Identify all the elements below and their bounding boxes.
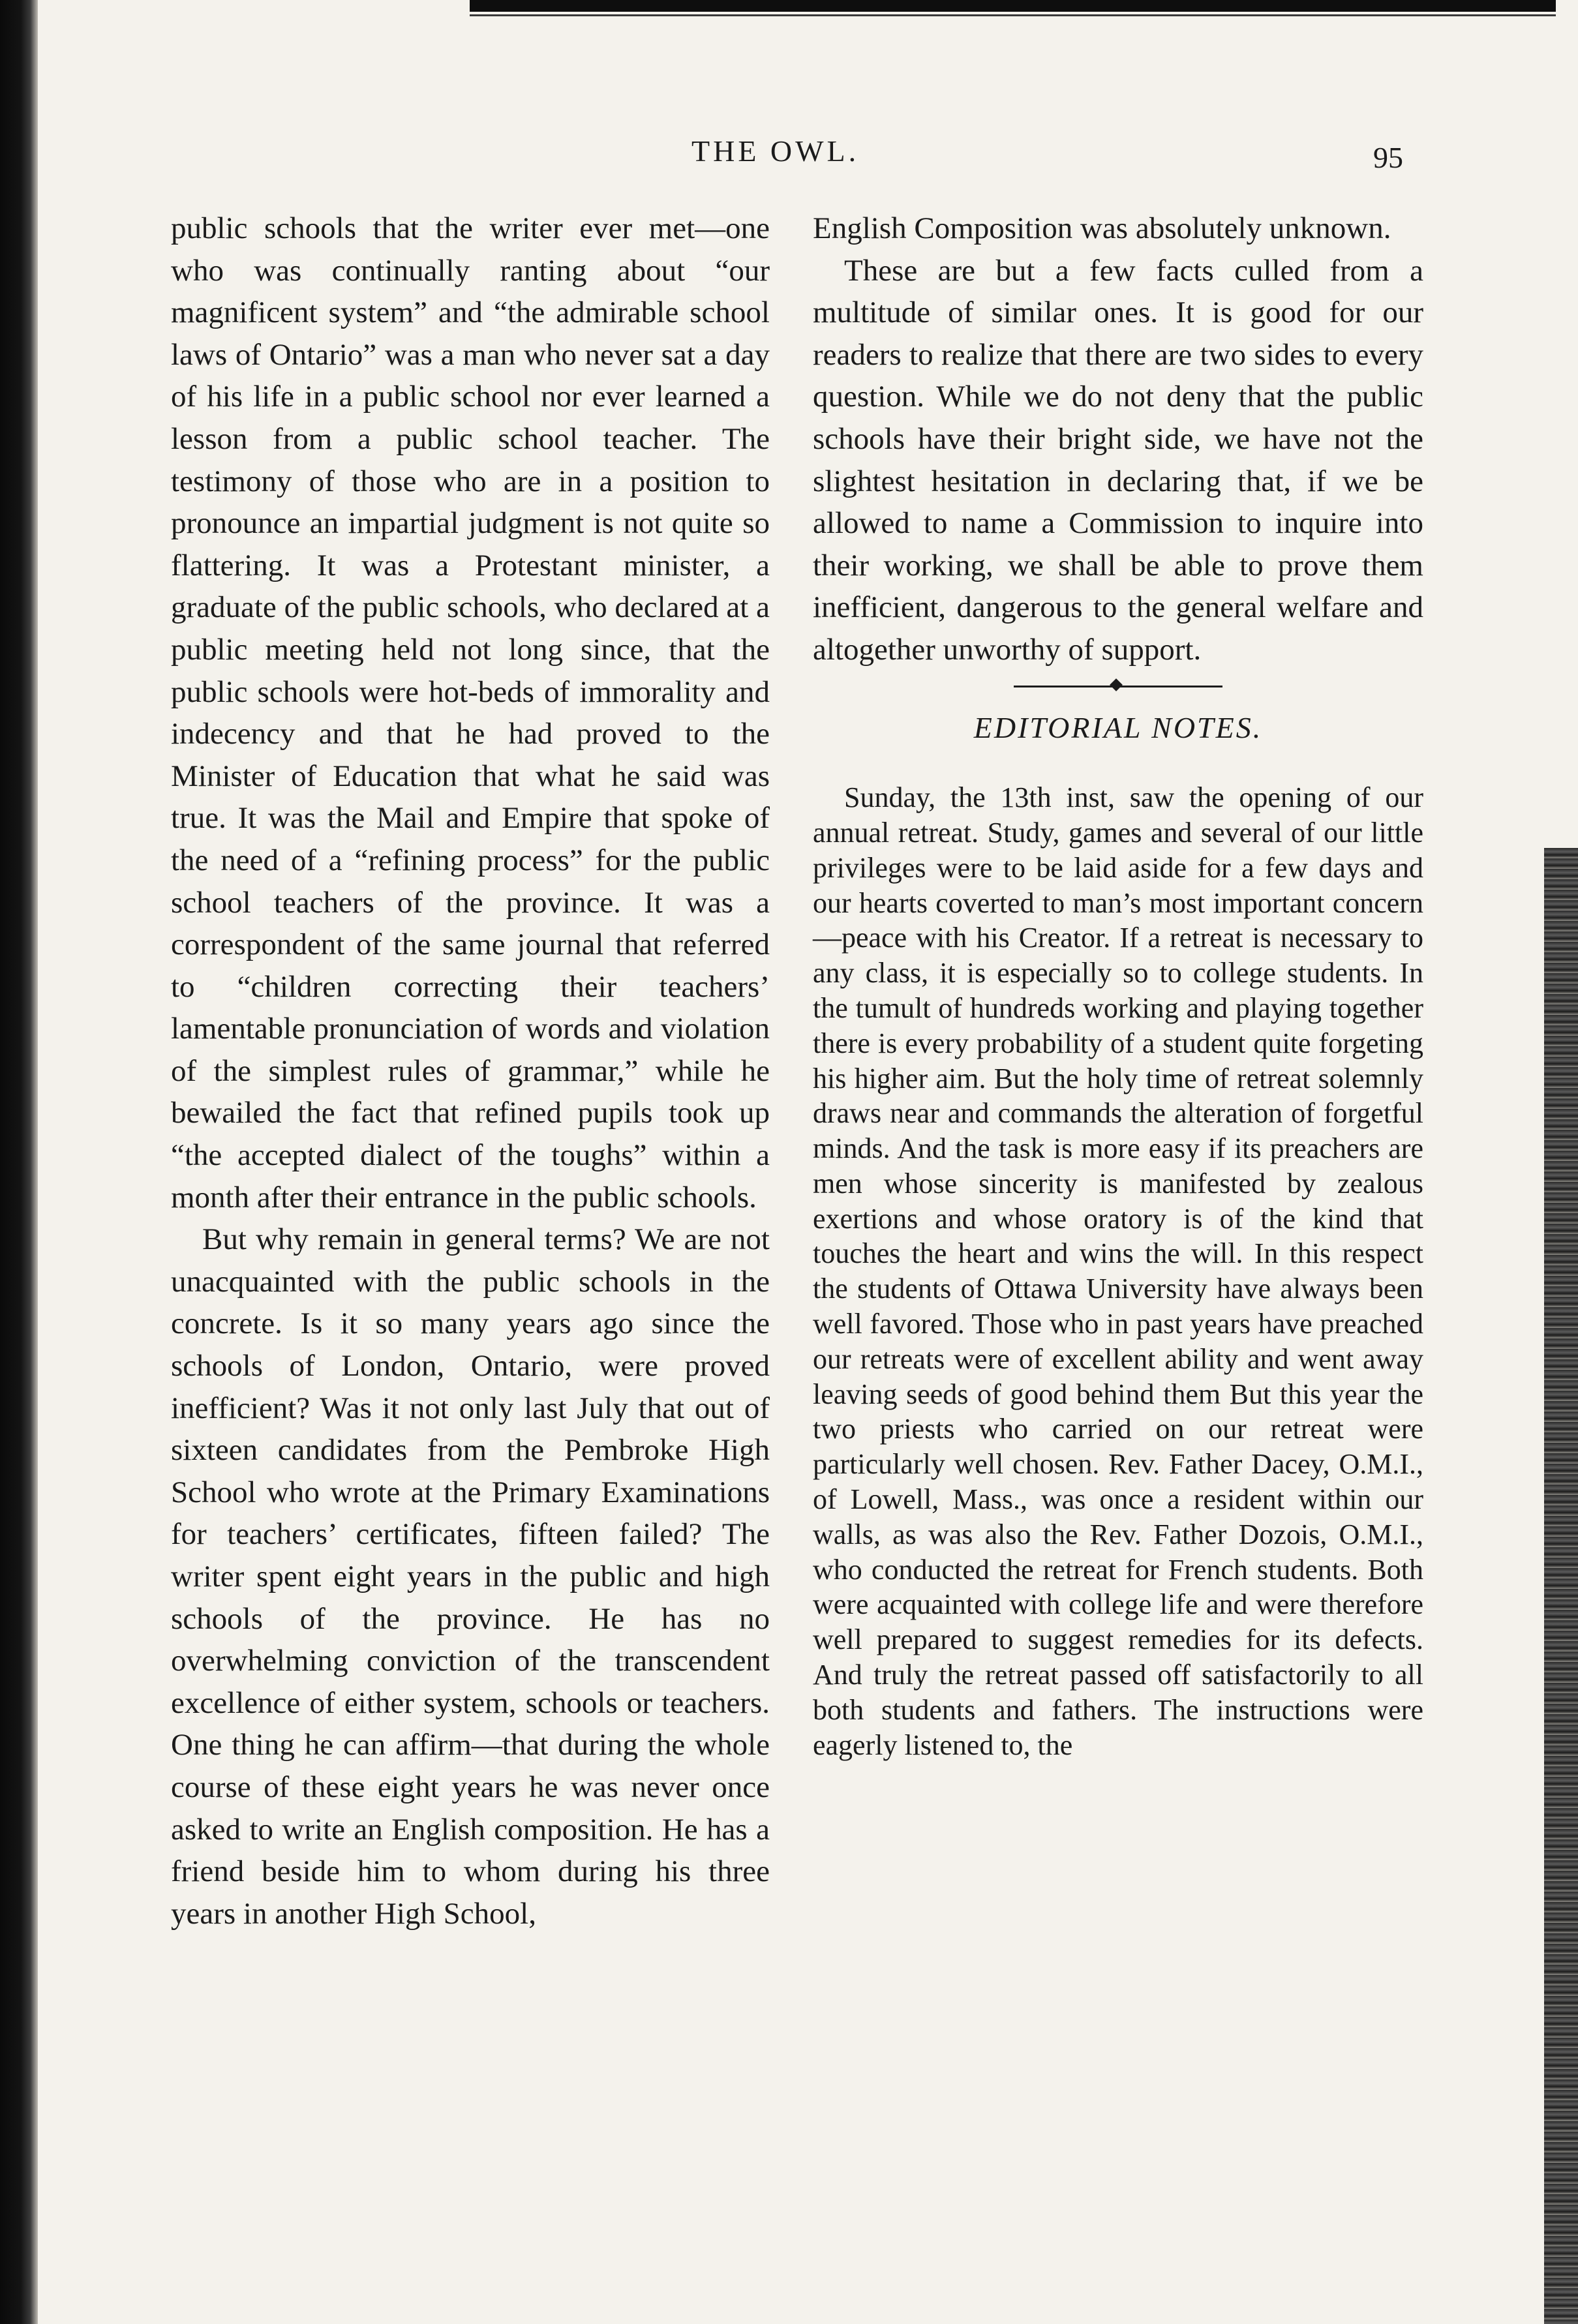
right-continuation-paragraph: English Composition was absolutely unknown. bbox=[813, 211, 1391, 245]
running-title: THE OWL. bbox=[691, 134, 860, 168]
right-column bbox=[813, 207, 1423, 1762]
divider-ornament-icon bbox=[1110, 678, 1123, 691]
top-rule-thin bbox=[470, 14, 1556, 16]
page-header bbox=[0, 134, 1578, 186]
scan-edge-right bbox=[1544, 848, 1578, 2324]
top-rule bbox=[470, 0, 1556, 12]
section-heading: EDITORIAL NOTES. bbox=[973, 710, 1263, 744]
left-paragraph-2: But why remain in general terms? We are not unacquainted with the public schools in the concrete. Is it so many years ago since the schools of London, Ontario, were proved inefficient? Was it not only last July that out of sixteen candidates from the Pembroke High School who wrote at the Primary Examinations for teachers’ certificates, fifteen failed? The writer spent eight years in the public and high schools of the province. He has no overwhelming conviction of the transcendent excellence of either system, schools or teachers. One thing he can affirm—that during the whole course of these eight years he was never once asked to write an English composition. He has a friend beside him to whom during his three years in another High School, bbox=[171, 1222, 770, 1931]
left-paragraph-1: public schools that the writer ever met—one who was continually ranting about “our magnificent system” and “the admirable school laws of Ontario” was a man who never sat a day of his life in a public school nor ever learned a lesson from a public school teacher. The testimony of those who are in a position to pronounce an impartial judgment is not quite so flattering. It was a Protestant minister, a graduate of the public schools, who declared at a public meeting held not long since, that the public schools were hot-beds of immorality and indecency and that he had proved to the Minister of Education that what he said was true. It was the Mail and Empire that spoke of the need of a “refining process” for the public school teachers of the province. It was a correspondent of the same journal that referred to “children correcting their teachers’ lamentable pronunciation of words and violation of the simplest rules of grammar,” while he bewailed the fact that refined pupils took up “the accepted dialect of the toughs” within a month after their entrance in the public schools. bbox=[171, 211, 770, 1215]
left-column bbox=[171, 207, 770, 1935]
editorial-paragraph: Sunday, the 13th inst, saw the opening of our annual retreat. Study, games and several of our little privileges were to be laid aside for a few days and our hearts coverted to man’s most important concern —peace with his Creator. If a retreat is necessary to any class, it is especially so to college students. In the tumult of hundreds working and playing together there is every probability of a student quite forgeting his higher aim. But the holy time of retreat solemnly draws near and commands the alteration of forgetful minds. And the task is more easy if its preachers are men whose sincerity is manifested by zealous exertions and whose oratory is of the kind that touches the heart and wins the will. In this respect the students of Ottawa University have always been well favored. Those who in past years have preached our retreats were of excellent ability and went away leaving seeds of good behind them But this year the two priests who carried on our retreat were particularly well chosen. Rev. Father Dacey, O.M.I., of Lowell, Mass., was once a resident within our walls, as was also the Rev. Father Dozois, O.M.I., who conducted the retreat for French students. Both were acquainted with college life and were therefore well prepared to suggest remedies for its defects. And truly the retreat passed off satisfactorily to all both students and fathers. The instructions were eagerly listened to, the bbox=[813, 781, 1423, 1761]
scan-edge-left bbox=[0, 0, 38, 2324]
right-paragraph-2: These are but a few facts culled from a multitude of similar ones. It is good for our readers to realize that there are two sides to every question. While we do not deny that the public schools have their bright side, we have not the slightest hesitation in declaring that, if we be allowed to name a Commission to inquire into their working, we shall be able to prove them inefficient, dangerous to the general welfare and altogether unworthy of support. bbox=[813, 253, 1423, 667]
section-divider bbox=[1014, 686, 1222, 687]
page-number: 95 bbox=[1373, 141, 1403, 174]
